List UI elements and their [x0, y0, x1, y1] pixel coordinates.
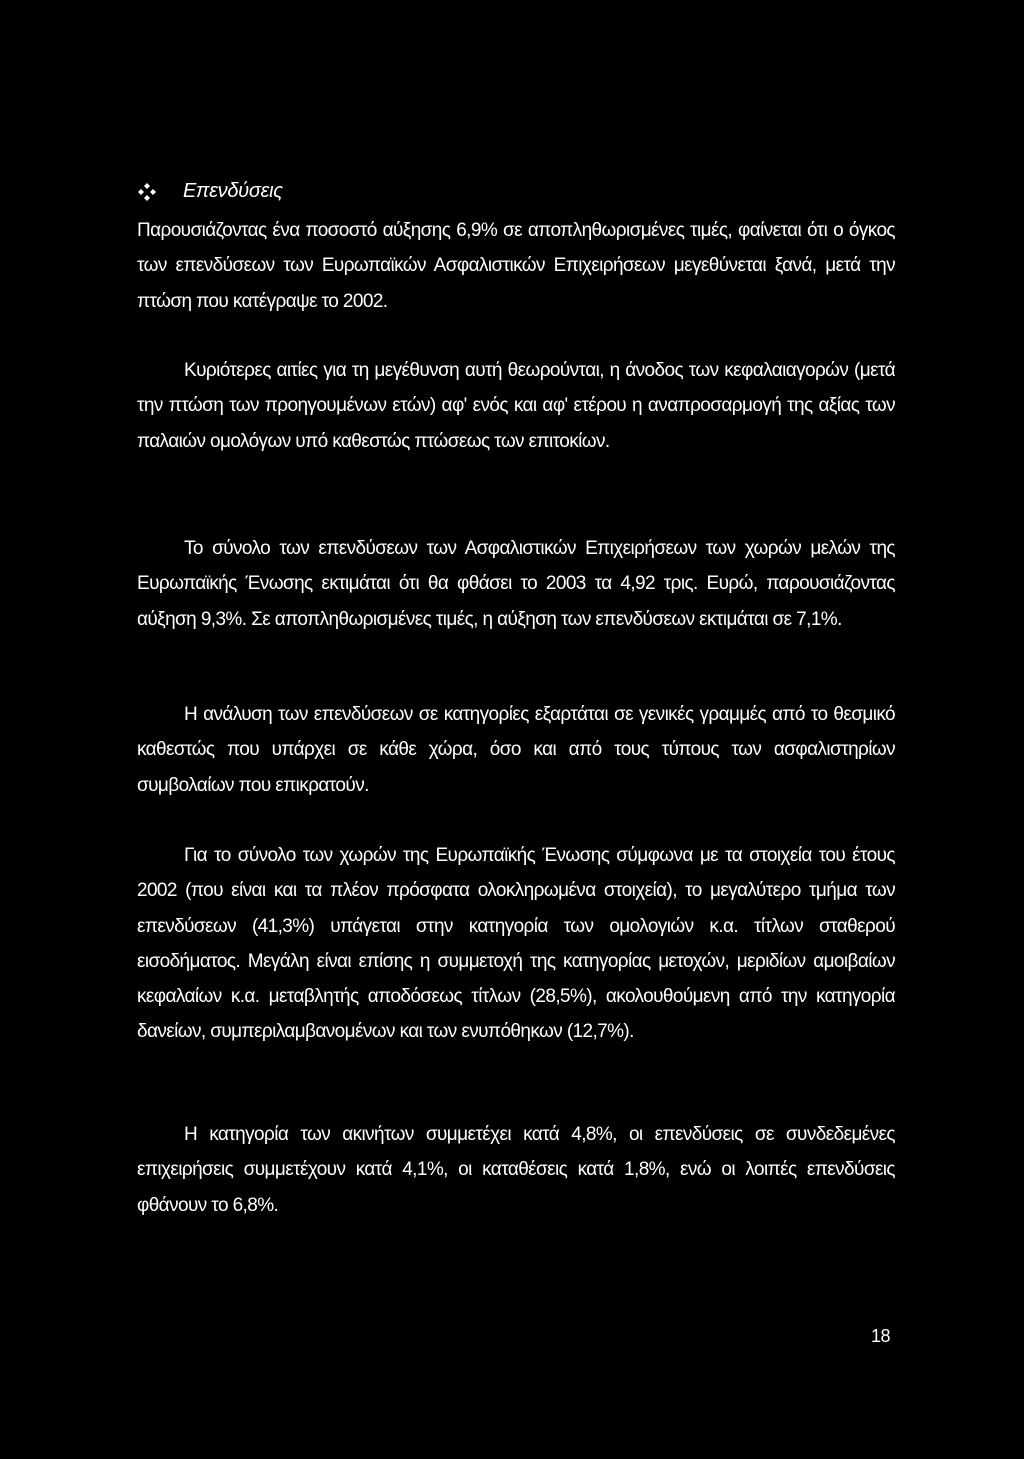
paragraph-2: Κυριότερες αιτίες για τη μεγέθυνση αυτή θεωρούνται, η άνοδος των κεφαλαιαγορών (μετά την πτώση των προηγουμένων ετών) αφ' ενός και αφ' ετέρου η αναπροσαρμογή της αξίας των παλαιών ομολόγων υπό καθεστώς πτώσεως των επιτοκίων. — [137, 360, 895, 452]
section-heading — [137, 180, 283, 203]
paragraph-3: Το σύνολο των επενδύσεων των Ασφαλιστικών Επιχειρήσεων των χωρών μελών της Ευρωπαϊκής Ένωσης εκτιμάται ότι θα φθάσει το 2003 τα 4,92 τρις. Ευρώ, παρουσιάζοντας αύξηση 9,3%. Σε αποπληθωρισμένες τιμές, η αύξηση των επενδύσεων εκτιμάται σε 7,1%. — [137, 538, 895, 630]
four-diamond-bullet-icon — [137, 182, 157, 202]
paragraph-1: Παρουσιάζοντας ένα ποσοστό αύξησης 6,9% σε αποπληθωρισμένες τιμές, φαίνεται ότι ο όγκος των επενδύσεων των Ευρωπαϊκών Ασφαλιστικών Επιχειρήσεων μεγεθύνεται ξανά, μετά την πτώση που κατέγραψε το 2002. — [137, 220, 895, 312]
paragraph-6: Η κατηγορία των ακινήτων συμμετέχει κατά 4,8%, οι επενδύσεις σε συνδεδεμένες επιχειρήσεις συμμετέχουν κατά 4,1%, οι καταθέσεις κατά 1,8%, ενώ οι λοιπές επενδύσεις φθάνουν το 6,8%. — [137, 1124, 895, 1216]
paragraph-4: Η ανάλυση των επενδύσεων σε κατηγορίες εξαρτάται σε γενικές γραμμές από το θεσμικό καθεστώς που υπάρχει σε κάθε χώρα, όσο και από τους τύπους των ασφαλιστηρίων συμβολαίων που επικρατούν. — [137, 704, 895, 796]
page-number: 18 — [871, 1326, 891, 1346]
section-title: Επενδύσεις — [183, 180, 283, 202]
paragraph-5: Για το σύνολο των χωρών της Ευρωπαϊκής Ένωσης σύμφωνα με τα στοιχεία του έτους 2002 (που είναι και τα πλέον πρόσφατα ολοκληρωμένα στοιχεία), το μεγαλύτερο τμήμα των επενδύσεων (41,3%) υπάγεται στην κατηγορία των ομολογιών κ.α. τίτλων σταθερού εισοδήματος. Μεγάλη είναι επίσης η συμμετοχή της κατηγορίας μετοχών, μεριδίων αμοιβαίων κεφαλαίων κ.α. μεταβλητής αποδόσεως τίτλων (28,5%), ακολουθούμενη από την κατηγορία δανείων, συμπεριλαμβανομένων και των ενυπόθηκων (12,7%). — [137, 845, 895, 1043]
